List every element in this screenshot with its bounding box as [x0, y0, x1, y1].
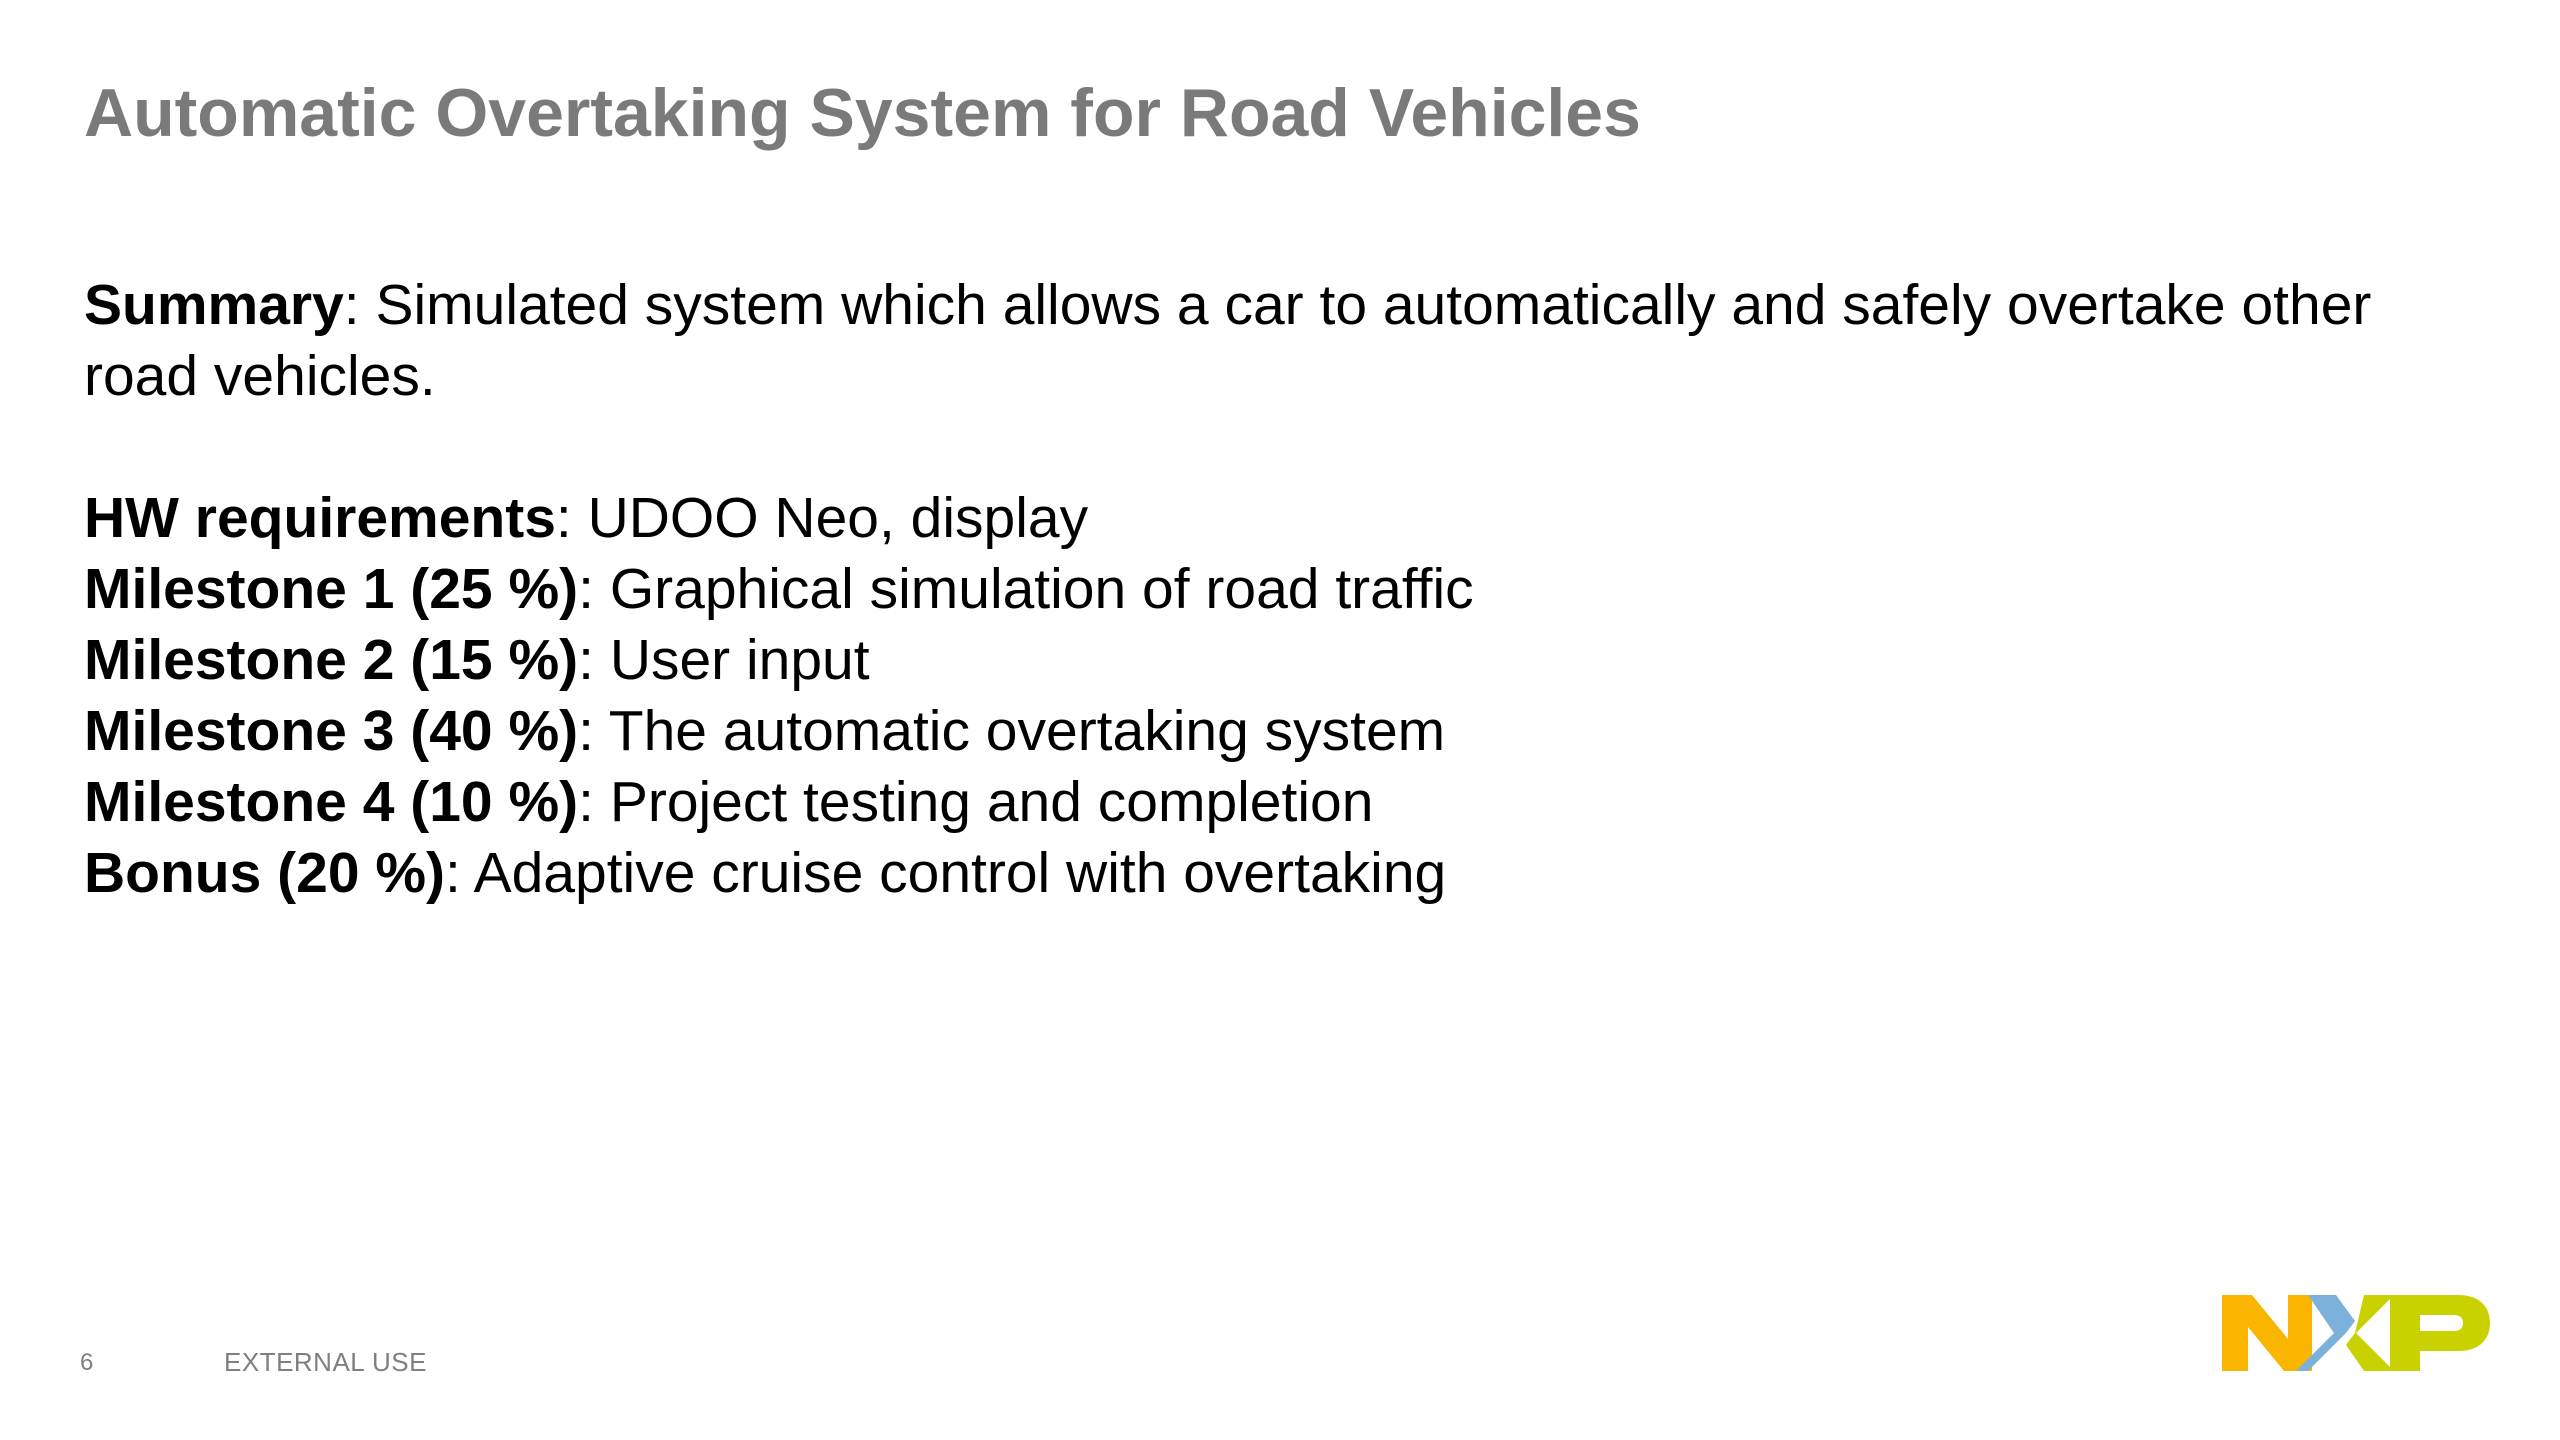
milestone-1-text: : Graphical simulation of road traffic: [578, 557, 1474, 621]
milestone-2-text: : User input: [578, 628, 870, 692]
nxp-logo-p-shape: [2390, 1295, 2490, 1371]
hw-requirements-label: HW requirements: [84, 486, 556, 550]
hw-requirements-line: [84, 483, 2484, 554]
classification-label: EXTERNAL USE: [224, 1347, 427, 1377]
hw-requirements-text: : UDOO Neo, display: [555, 486, 1089, 550]
milestone-4-label: Milestone 4 (10 %): [84, 770, 579, 834]
bonus-line: [84, 838, 2484, 909]
summary-text: : Simulated system which allows a car to automatically and safely overtake other road vehicles.: [84, 273, 2372, 408]
summary-label: Summary: [84, 273, 344, 337]
paragraph-spacer: [84, 412, 2484, 483]
milestone-3-text: : The automatic overtaking system: [578, 699, 1446, 763]
milestone-3-label: Milestone 3 (40 %): [84, 699, 579, 763]
bonus-label: Bonus (20 %): [84, 841, 446, 905]
milestone-1-line: [84, 554, 2484, 625]
milestone-2-line: [84, 625, 2484, 696]
milestone-4-line: [84, 767, 2484, 838]
milestone-4-text: : Project testing and completion: [578, 770, 1374, 834]
milestone-3-line: [84, 696, 2484, 767]
milestone-1-label: Milestone 1 (25 %): [84, 557, 579, 621]
milestone-2-label: Milestone 2 (15 %): [84, 628, 579, 692]
nxp-logo-x-right-shape: [2346, 1295, 2394, 1371]
slide-body: [84, 270, 2484, 909]
bonus-text: : Adaptive cruise control with overtaking: [445, 841, 1447, 905]
nxp-logo: [2222, 1295, 2490, 1371]
summary-paragraph: [84, 270, 2484, 412]
page-number: 6: [80, 1349, 94, 1376]
nxp-logo-n-shape: [2222, 1295, 2312, 1371]
slide-title: Automatic Overtaking System for Road Vehicles: [84, 75, 1641, 151]
